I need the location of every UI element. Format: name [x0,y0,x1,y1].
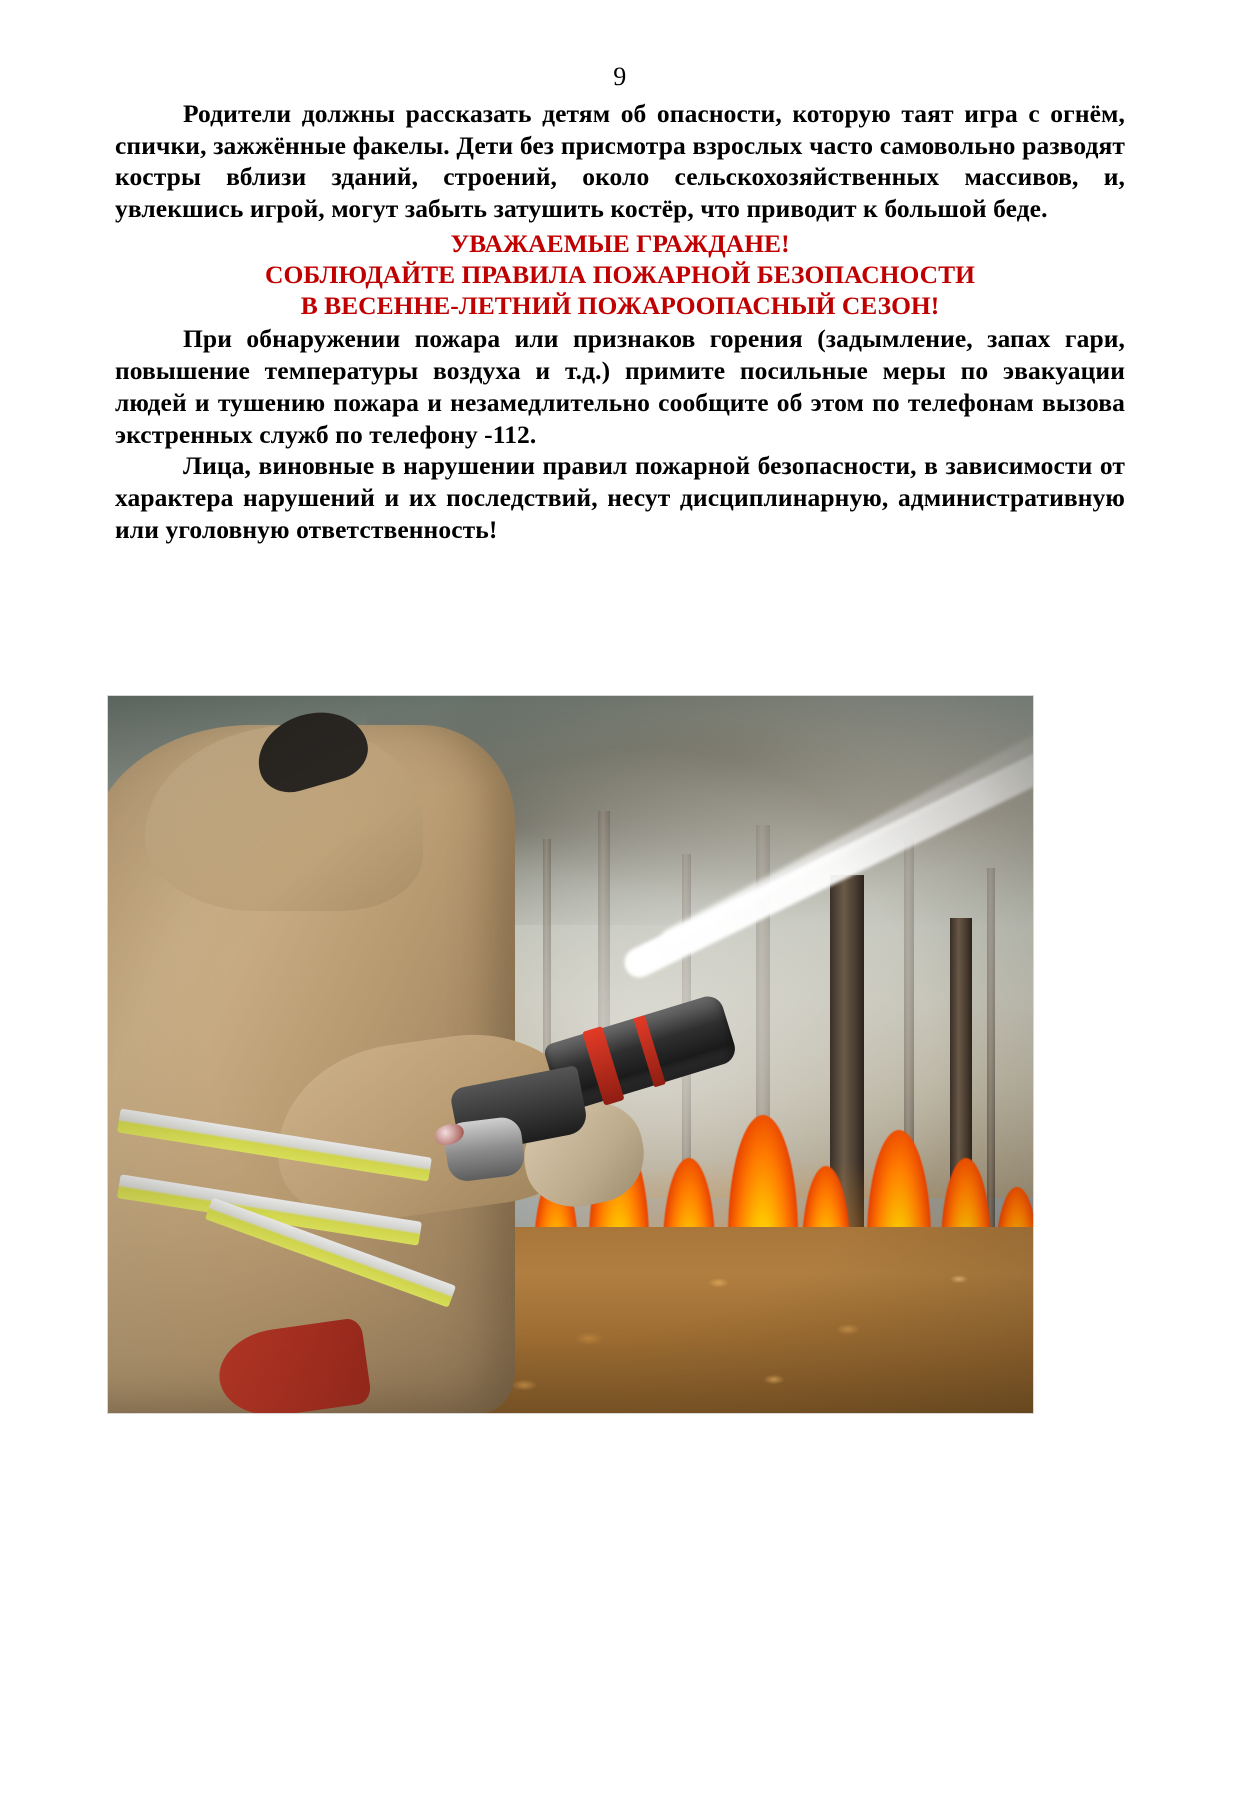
paragraph-text: Лица, виновные в нарушении правил пожарной безопасности, в зависимости от характера нарушений и их последствий, несут дисциплинарную, административную или уголовную ответственность! [115,451,1125,544]
body-paragraph-3 [115,450,1125,545]
paragraph-text: При обнаружении пожара или признаков горения (задымление, запах гари, повышение температуры воздуха и т.д.) примите посильные меры по эвакуации людей и тушению пожара и незамедлительно сообщите об этом по телефонам вызова экстренных служб по телефону -112. [115,324,1125,449]
firefighter-photo [107,695,1034,1414]
notice-block [115,229,1125,322]
page-number: 9 [613,62,627,91]
notice-line-3: В ВЕСЕННЕ-ЛЕТНИЙ ПОЖАРООПАСНЫЙ СЕЗОН! [300,290,940,320]
notice-line-1: УВАЖАЕМЫЕ ГРАЖДАНЕ! [450,228,790,258]
body-paragraph-2 [115,323,1125,450]
body-paragraph-1 [115,98,1125,225]
notice-line-2: СОБЛЮДАЙТЕ ПРАВИЛА ПОЖАРНОЙ БЕЗОПАСНОСТИ [265,259,975,289]
document-page [0,62,1240,1816]
paragraph-text: Родители должны рассказать детям об опасности, которую таят игра с огнём, спички, зажжённые факелы. Дети без присмотра взрослых часто самовольно разводят костры вблизи зданий, строений, около сельскохозяйственных массивов, и, увлекшись игрой, могут забыть затушить костёр, что приводит к большой беде. [115,99,1125,224]
photo-canvas [108,696,1033,1413]
